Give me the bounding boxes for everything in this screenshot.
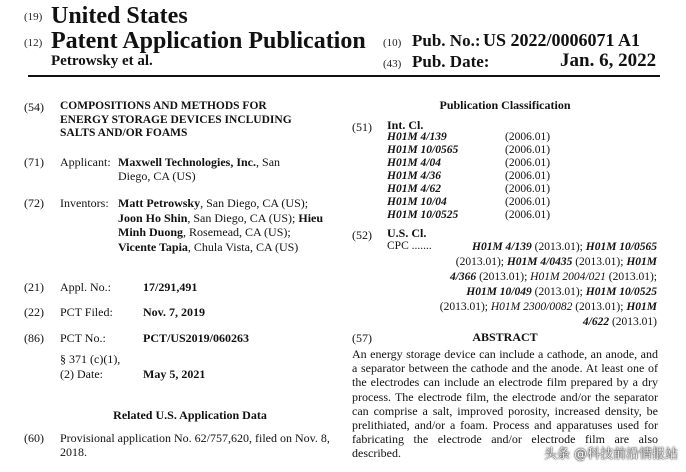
- intcl-class: H01M 4/62: [387, 183, 441, 195]
- intcl-class: H01M 10/0525: [387, 209, 459, 221]
- cpc-segment: H01M 4/0435: [506, 256, 573, 268]
- inventor-name: Joon Ho Shin: [118, 210, 188, 225]
- cpc-segment: 4/366: [449, 271, 477, 283]
- intcl-class: H01M 10/04: [387, 196, 447, 208]
- s371-date: May 5, 2021: [143, 367, 206, 381]
- intcl-row: [387, 170, 550, 183]
- pub-date: Jan. 6, 2022: [560, 50, 657, 71]
- intcl-code: (51): [352, 120, 372, 134]
- inventor-location: , Chula Vista, CA (US): [187, 239, 299, 254]
- cpc-segment: H01M 10/049: [466, 286, 532, 298]
- pct-filed-code: (22): [24, 305, 44, 319]
- intcl-row: [387, 183, 550, 196]
- cpc-segment: 4/622: [582, 316, 610, 328]
- inventor-name: Vicente Tapia: [118, 239, 188, 254]
- abstract-text: An energy storage device can include a cathode, an anode, and a separator between the cathode and the anode. At least one of the electrodes can include an electrode film prepared by a dry process. The electrode film, the electrode and/or the separator can comprise a salt, improved porosity, increased density, be prelithiated, and/or a foam. Process and apparatuses used for fabricating the electrode and/or electrode film are also described.: [352, 347, 658, 461]
- inventor-location: , Rosemead, CA (US);: [183, 225, 291, 240]
- appl-number: 17/291,491: [143, 280, 198, 294]
- cpc-segment: H01M 4/139: [472, 241, 532, 253]
- pub-date-label: Pub. Date:: [412, 52, 490, 71]
- appl-code: (21): [24, 280, 44, 294]
- publication-type: Patent Application Publication: [51, 28, 366, 54]
- intcl-row: [387, 196, 550, 209]
- cpc-segment: H01M 10/0525: [585, 286, 657, 298]
- country-title: United States: [51, 3, 188, 29]
- intcl-date: (2006.01): [505, 157, 551, 169]
- intcl-date: (2006.01): [505, 144, 551, 156]
- cpc-line: [387, 300, 657, 315]
- pct-filed-label: PCT Filed:: [60, 305, 113, 319]
- pct-filed-date: Nov. 7, 2019: [143, 305, 206, 319]
- intcl-date: (2006.01): [505, 131, 551, 143]
- s371-label: § 371 (c)(1),: [60, 352, 121, 366]
- cpc-block: [387, 240, 657, 330]
- cpc-line: [387, 315, 657, 330]
- intcl-row: [387, 209, 550, 222]
- cpc-line: [387, 255, 657, 270]
- intcl-date: (2006.01): [505, 183, 551, 195]
- applicant-entry: [118, 155, 308, 183]
- intcl-class: H01M 4/04: [387, 157, 441, 169]
- title-code: (54): [24, 100, 44, 114]
- cpc-segment: (2013.01);: [476, 271, 531, 283]
- cpc-segment: (2013.01);: [531, 286, 586, 298]
- provisional-text: Provisional application No. 62/757,620, filed on Nov. 8, 2018.: [60, 431, 330, 459]
- cpc-segment: (2013.01);: [455, 256, 507, 268]
- uscl-label: U.S. Cl.: [387, 226, 427, 240]
- inventor-location: , San Diego, CA (US);: [200, 196, 309, 210]
- cpc-segment: H01M: [626, 256, 657, 268]
- applicant-location: , San Diego, CA (US): [118, 155, 281, 183]
- watermark: 头条 @科技前沿情报站: [543, 447, 678, 462]
- cpc-segment: H01M: [626, 301, 657, 313]
- pct-no-code: (86): [24, 331, 44, 345]
- cpc-line: [387, 270, 657, 285]
- provisional-code: (60): [24, 431, 44, 445]
- pct-no-label: PCT No.:: [60, 331, 106, 345]
- applicant-label: Applicant:: [60, 155, 111, 169]
- applicant-code: (71): [24, 155, 44, 169]
- cpc-segment: (2013.01);: [572, 256, 627, 268]
- inventor-short: Petrowsky et al.: [51, 53, 153, 69]
- cpc-segment: (2013.01);: [572, 301, 627, 313]
- pub-class-heading: Publication Classification: [439, 98, 571, 112]
- cpc-segment: H01M 2004/021: [530, 271, 606, 283]
- intcl-date: (2006.01): [505, 170, 551, 182]
- pct-number: PCT/US2019/060263: [143, 331, 250, 345]
- code-10: (10): [383, 37, 402, 49]
- intcl-row: [387, 144, 550, 157]
- appl-label: Appl. No.:: [60, 280, 111, 294]
- inventors-label: Inventors:: [60, 196, 109, 210]
- intcl-class: H01M 4/139: [387, 131, 447, 143]
- cpc-line: [387, 285, 657, 300]
- abstract-heading: ABSTRACT: [472, 330, 538, 344]
- cpc-segment: H01M 2300/0082: [490, 301, 573, 313]
- intcl-date: (2006.01): [505, 196, 551, 208]
- s371-date-label: (2) Date:: [60, 367, 103, 381]
- cpc-segment: (2013.01);: [605, 271, 657, 283]
- intcl-date: (2006.01): [505, 209, 551, 221]
- code-43: (43): [383, 58, 402, 70]
- intcl-class: H01M 10/0565: [387, 144, 459, 156]
- pub-no: US 2022/0006071 A1: [483, 30, 641, 50]
- related-data-heading: Related U.S. Application Data: [113, 408, 267, 422]
- applicant-name: Maxwell Technologies, Inc.: [118, 155, 257, 169]
- intcl-class: H01M 4/36: [387, 170, 441, 182]
- inventor-name: Matt Petrowsky: [118, 196, 201, 210]
- invention-title: COMPOSITIONS AND METHODS FOR ENERGY STORAGE DEVICES INCLUDING SALTS AND/OR FOAMS: [60, 100, 292, 139]
- cpc-segment: H01M 10/0565: [585, 241, 657, 253]
- cpc-segment: (2013.01): [609, 316, 657, 328]
- uscl-code: (52): [352, 228, 372, 242]
- header-divider: [28, 75, 660, 77]
- intcl-row: [387, 131, 550, 144]
- code-12: (12): [24, 37, 43, 49]
- cpc-segment: (2013.01);: [439, 301, 491, 313]
- cpc-segment: (2013.01);: [531, 241, 586, 253]
- pub-no-label: Pub. No.:: [412, 31, 481, 50]
- cpc-line: [387, 240, 657, 255]
- cpc-prefix: CPC .......: [387, 240, 432, 252]
- abstract-code: (57): [352, 331, 372, 345]
- inventors-list: [118, 196, 328, 254]
- code-19: (19): [24, 11, 43, 23]
- inventor-name: Hieu Minh Duong: [118, 210, 324, 240]
- inventors-code: (72): [24, 196, 44, 210]
- intcl-row: [387, 157, 550, 170]
- intcl-label: Int. Cl.: [387, 118, 424, 132]
- inventor-location: , San Diego, CA (US);: [187, 210, 299, 225]
